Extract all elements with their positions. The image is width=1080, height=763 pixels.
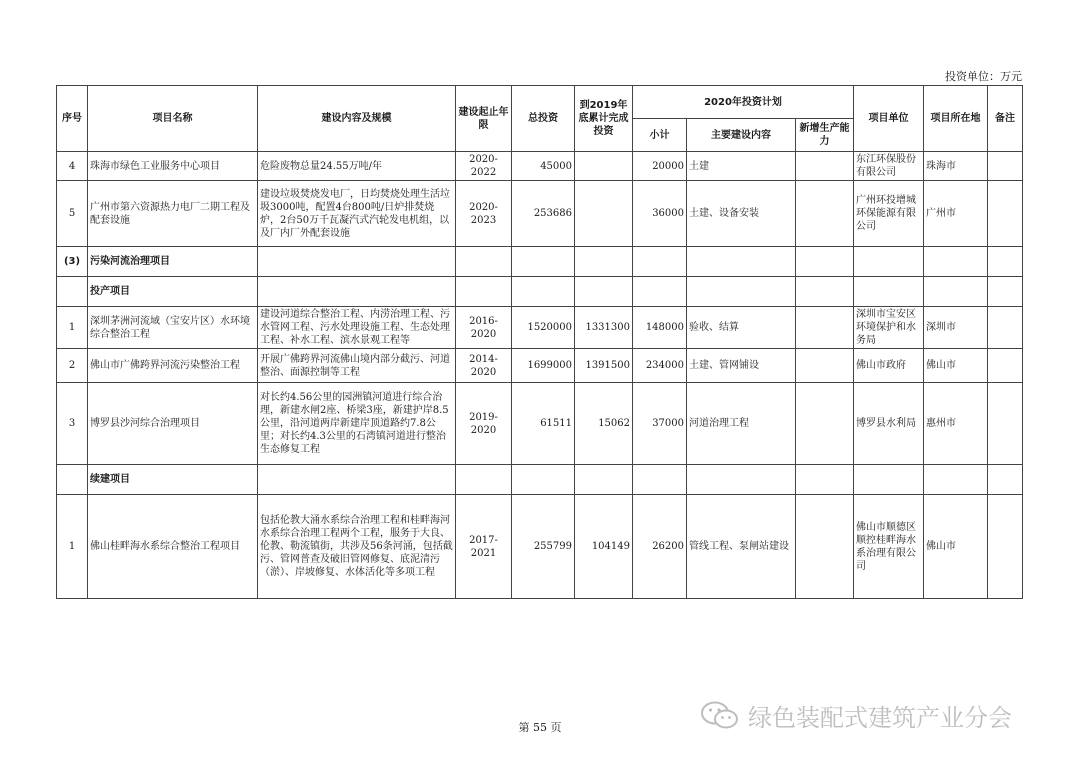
cell-seq: 3 [57,383,88,465]
cell-remark [988,495,1023,599]
cell-subtotal: 234000 [633,349,687,383]
cell-period: 2019-2020 [456,383,512,465]
section-row [57,247,1023,277]
cell-period: 2020-2023 [456,181,512,247]
header-period: 建设起止年限 [456,86,512,152]
cell-seq: 1 [57,307,88,349]
cell-location: 惠州市 [924,383,988,465]
watermark [700,698,1012,733]
cell-main-content: 土建、设备安装 [687,181,796,247]
cell-unit: 广州环投增城环保能源有限公司 [854,181,924,247]
cell-remark [988,383,1023,465]
table-row [57,383,1023,465]
cell-location: 佛山市 [924,349,988,383]
table-row [57,181,1023,247]
cell-content: 开展广佛跨界河流佛山境内部分截污、河道整治、面源控制等工程 [258,349,456,383]
cell-main-content: 土建 [687,152,796,181]
cell-name: 深圳茅洲河流域（宝安片区）水环境综合整治工程 [88,307,258,349]
cell-main-content: 河道治理工程 [687,383,796,465]
header-seq: 序号 [57,86,88,152]
header-name: 项目名称 [88,86,258,152]
header-location: 项目所在地 [924,86,988,152]
cell-total: 61511 [512,383,575,465]
cell-done-2019 [575,152,633,181]
cell-name: 佛山市广佛跨界河流污染整治工程 [88,349,258,383]
cell-remark [988,152,1023,181]
subsection-label: 投产项目 [88,277,258,307]
section-seq: (3) [57,247,88,277]
cell-subtotal: 20000 [633,152,687,181]
cell-new-capacity [796,349,854,383]
header-plan-2020: 2020年投资计划 [633,86,854,119]
cell-total: 45000 [512,152,575,181]
header-main-content: 主要建设内容 [687,119,796,152]
cell-subtotal: 36000 [633,181,687,247]
cell-unit: 佛山市顺德区顺控桂畔海水系治理有限公司 [854,495,924,599]
cell-total: 253686 [512,181,575,247]
subsection-label: 续建项目 [88,465,258,495]
header-remark: 备注 [988,86,1023,152]
header-content: 建设内容及规模 [258,86,456,152]
investment-plan-table [56,85,1023,599]
cell-content: 建设河道综合整治工程、内涝治理工程、污水管网工程、污水处理设施工程、生态处理工程、补水工程、滨水景观工程等 [258,307,456,349]
cell-seq: 5 [57,181,88,247]
cell-new-capacity [796,181,854,247]
header-new-capacity: 新增生产能力 [796,119,854,152]
header-unit: 项目单位 [854,86,924,152]
cell-main-content: 管线工程、泵闸站建设 [687,495,796,599]
cell-subtotal: 26200 [633,495,687,599]
cell-done-2019: 104149 [575,495,633,599]
cell-new-capacity [796,495,854,599]
cell-subtotal: 37000 [633,383,687,465]
section-name: 污染河流治理项目 [88,247,258,277]
wechat-icon [700,700,740,732]
cell-done-2019: 1331300 [575,307,633,349]
header-done-2019: 到2019年底累计完成投资 [575,86,633,152]
table-row [57,349,1023,383]
cell-period: 2014-2020 [456,349,512,383]
header-total: 总投资 [512,86,575,152]
cell-name: 珠海市绿色工业服务中心项目 [88,152,258,181]
cell-subtotal: 148000 [633,307,687,349]
cell-content: 对长约4.56公里的园洲镇河道进行综合治理，新建水闸2座、桥梁3座，新建护岸8.5公里，沿河道两岸新建岸顶道路约7.8公里；对长约4.3公里的石湾镇河道进行整治生态修复工程 [258,383,456,465]
cell-unit: 东江环保股份有限公司 [854,152,924,181]
cell-name: 广州市第六资源热力电厂二期工程及配套设施 [88,181,258,247]
cell-name: 博罗县沙河综合治理项目 [88,383,258,465]
cell-location: 珠海市 [924,152,988,181]
cell-total: 1520000 [512,307,575,349]
cell-seq: 1 [57,495,88,599]
cell-done-2019: 1391500 [575,349,633,383]
table-row [57,152,1023,181]
subsection-row [57,277,1023,307]
cell-remark [988,307,1023,349]
cell-location: 佛山市 [924,495,988,599]
watermark-text: 绿色装配式建筑产业分会 [748,704,1012,732]
table-row [57,495,1023,599]
cell-main-content: 验收、结算 [687,307,796,349]
investment-unit-label: 投资单位：万元 [945,70,1022,83]
table-row [57,307,1023,349]
cell-period: 2020-2022 [456,152,512,181]
cell-seq: 2 [57,349,88,383]
cell-unit: 博罗县水利局 [854,383,924,465]
cell-done-2019: 15062 [575,383,633,465]
cell-remark [988,349,1023,383]
cell-name: 佛山桂畔海水系综合整治工程项目 [88,495,258,599]
cell-unit: 深圳市宝安区环境保护和水务局 [854,307,924,349]
cell-new-capacity [796,307,854,349]
cell-new-capacity [796,383,854,465]
cell-content: 危险废物总量24.55万吨/年 [258,152,456,181]
cell-total: 255799 [512,495,575,599]
cell-period: 2016-2020 [456,307,512,349]
cell-main-content: 土建、管网铺设 [687,349,796,383]
cell-remark [988,181,1023,247]
subsection-row [57,465,1023,495]
cell-total: 1699000 [512,349,575,383]
cell-period: 2017-2021 [456,495,512,599]
cell-done-2019 [575,181,633,247]
cell-content: 建设垃圾焚烧发电厂，日均焚烧处理生活垃圾3000吨，配置4台800吨/日炉排焚烧炉，2台50万千瓦凝汽式汽轮发电机组，以及厂内厂外配套设施 [258,181,456,247]
cell-location: 广州市 [924,181,988,247]
cell-content: 包括伦教大涌水系综合治理工程和桂畔海河水系综合治理工程两个工程，服务于大良、伦教、勒流镇街，共涉及56条河涌，包括截污、管网普查及破旧管网修复、底泥清污（淤）、岸坡修复、水体活化等多项工程 [258,495,456,599]
cell-unit: 佛山市政府 [854,349,924,383]
page-number: 第 55 页 [518,721,562,734]
cell-location: 深圳市 [924,307,988,349]
cell-seq: 4 [57,152,88,181]
cell-new-capacity [796,152,854,181]
header-subtotal: 小计 [633,119,687,152]
